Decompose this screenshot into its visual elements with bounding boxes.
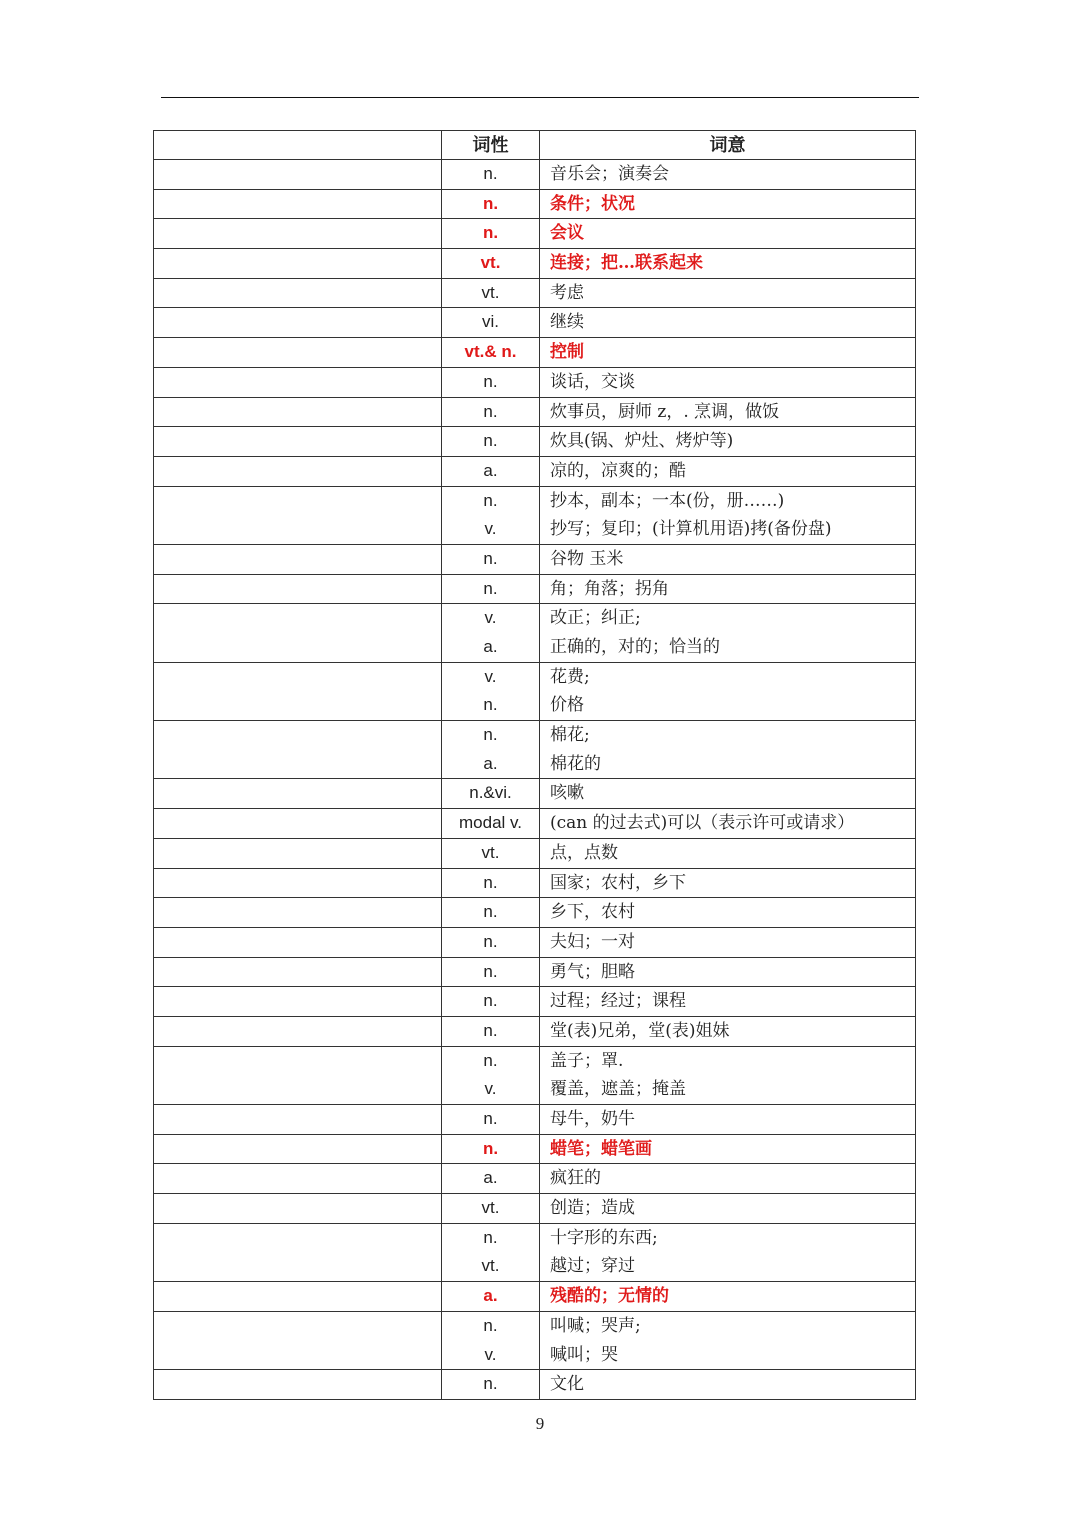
word-line — [154, 604, 441, 633]
meaning-text: 夫妇；一对 — [550, 931, 635, 952]
part-of-speech-cell — [442, 1105, 540, 1135]
part-of-speech: n. — [483, 1020, 498, 1040]
word-line — [154, 691, 441, 720]
meaning-cell — [540, 367, 916, 397]
word-line — [154, 869, 441, 898]
table-row — [154, 189, 916, 219]
part-of-speech: vt. — [481, 1198, 500, 1218]
meaning-cell — [540, 308, 916, 338]
meaning-cell — [540, 278, 916, 308]
part-of-speech: n. — [483, 1227, 498, 1247]
part-of-speech-cell — [442, 427, 540, 457]
meaning-cell — [540, 1016, 916, 1046]
part-of-speech: n.&vi. — [469, 783, 512, 803]
meaning-text: 继续 — [550, 312, 584, 333]
meaning-text: 抄写；复印；(计算机用语)拷(备份盘) — [550, 519, 832, 540]
meaning-text: 改正；纠正; — [550, 608, 641, 629]
table-row — [154, 397, 916, 427]
table-row — [154, 338, 916, 368]
meaning-text: 疯狂的 — [550, 1168, 601, 1189]
part-of-speech: a. — [483, 1168, 498, 1188]
meaning-cell — [540, 604, 916, 662]
part-of-speech: a. — [483, 637, 498, 656]
meaning-text: 炊具(锅、炉灶、烤炉等) — [550, 431, 734, 452]
meaning-text: 勇气；胆略 — [550, 961, 635, 982]
part-of-speech-cell — [442, 278, 540, 308]
word-line — [154, 928, 441, 957]
word-line — [154, 457, 441, 486]
table-row — [154, 574, 916, 604]
table-body — [154, 160, 916, 1400]
table-row — [154, 278, 916, 308]
part-of-speech: vt. — [480, 253, 501, 273]
word-line — [154, 279, 441, 308]
word-line — [154, 809, 441, 838]
part-of-speech-cell — [442, 160, 540, 190]
meaning-text: 抄本，副本；一本(份，册……) — [550, 490, 785, 511]
word-line — [154, 1282, 441, 1311]
header-rule — [161, 97, 919, 98]
table-row — [154, 987, 916, 1017]
meaning-cell — [540, 1164, 916, 1194]
part-of-speech-cell — [442, 219, 540, 249]
part-of-speech: n. — [483, 164, 498, 183]
part-of-speech: n. — [483, 490, 498, 510]
meaning-cell — [540, 898, 916, 928]
meaning-text: 点，点数 — [550, 842, 618, 863]
part-of-speech: a. — [483, 753, 498, 773]
part-of-speech-cell — [442, 1134, 540, 1164]
meaning-text: 乡下，农村 — [550, 902, 635, 923]
word-cell — [154, 308, 442, 338]
part-of-speech-cell — [442, 397, 540, 427]
word-line — [154, 487, 441, 516]
word-line — [154, 1135, 441, 1164]
meaning-text: 越过；穿过 — [550, 1256, 635, 1277]
meaning-text: 母牛，奶牛 — [550, 1109, 635, 1129]
meaning-text: 覆盖，遮盖；掩盖 — [550, 1079, 686, 1100]
part-of-speech-cell — [442, 779, 540, 809]
word-line — [154, 575, 441, 604]
word-line — [154, 1312, 441, 1341]
meaning-cell — [540, 1282, 916, 1312]
meaning-text: 会议 — [550, 223, 584, 244]
part-of-speech: v. — [484, 1079, 497, 1099]
word-line — [154, 663, 441, 692]
word-cell — [154, 456, 442, 486]
meaning-text: 价格 — [550, 695, 584, 716]
meaning-cell — [540, 957, 916, 987]
word-cell — [154, 1311, 442, 1369]
word-line — [154, 750, 441, 779]
word-cell — [154, 278, 442, 308]
word-line — [154, 190, 441, 219]
part-of-speech: n. — [483, 1374, 498, 1394]
word-cell — [154, 1046, 442, 1104]
meaning-cell — [540, 189, 916, 219]
word-line — [154, 219, 441, 248]
part-of-speech: n. — [483, 902, 498, 922]
word-cell — [154, 249, 442, 279]
table-row — [154, 721, 916, 779]
table-row — [154, 1016, 916, 1046]
word-line — [154, 1017, 441, 1046]
meaning-text: 花费; — [550, 666, 590, 687]
meaning-cell — [540, 838, 916, 868]
part-of-speech: n. — [483, 931, 498, 951]
meaning-text: 盖子；罩. — [550, 1050, 624, 1071]
part-of-speech: vt. — [481, 282, 500, 302]
part-of-speech: n. — [483, 431, 498, 451]
table-row — [154, 1046, 916, 1104]
word-line — [154, 633, 441, 662]
part-of-speech: modal v. — [459, 813, 522, 833]
meaning-text: 国家；农村，乡下 — [550, 872, 686, 893]
meaning-text: 咳嗽 — [550, 783, 584, 804]
word-line — [154, 1047, 441, 1076]
table-row — [154, 456, 916, 486]
table-row — [154, 1105, 916, 1135]
word-cell — [154, 1105, 442, 1135]
word-line — [154, 839, 441, 868]
part-of-speech: n. — [483, 1315, 498, 1335]
part-of-speech: n. — [483, 725, 498, 745]
table-row — [154, 838, 916, 868]
header-part-of-speech: 词性 — [442, 131, 540, 160]
meaning-cell — [540, 574, 916, 604]
word-cell — [154, 1016, 442, 1046]
meaning-text: 连接；把…联系起来 — [550, 253, 703, 274]
word-line — [154, 721, 441, 750]
part-of-speech: a. — [483, 460, 498, 480]
part-of-speech: v. — [484, 608, 497, 628]
meaning-cell — [540, 338, 916, 368]
part-of-speech: n. — [482, 193, 499, 213]
word-line — [154, 427, 441, 456]
word-line — [154, 1252, 441, 1281]
meaning-cell — [540, 1370, 916, 1400]
part-of-speech-cell — [442, 957, 540, 987]
word-cell — [154, 397, 442, 427]
word-line — [154, 249, 441, 278]
table-row — [154, 604, 916, 662]
word-line — [154, 958, 441, 987]
meaning-text: 创造；造成 — [550, 1198, 635, 1219]
page-number: 9 — [535, 1414, 545, 1433]
table-header-row — [154, 131, 916, 160]
part-of-speech-cell — [442, 1046, 540, 1104]
word-cell — [154, 1370, 442, 1400]
part-of-speech-cell — [442, 927, 540, 957]
meaning-cell — [540, 1311, 916, 1369]
table-row — [154, 1194, 916, 1224]
word-line — [154, 1341, 441, 1370]
word-cell — [154, 957, 442, 987]
word-cell — [154, 987, 442, 1017]
table-row — [154, 868, 916, 898]
part-of-speech: n. — [483, 1109, 498, 1128]
part-of-speech-cell — [442, 456, 540, 486]
meaning-text: 喊叫；哭 — [550, 1344, 618, 1365]
word-cell — [154, 779, 442, 809]
table-row — [154, 367, 916, 397]
meaning-text: 叫喊；哭声; — [550, 1315, 641, 1336]
meaning-text: 棉花的 — [550, 753, 601, 774]
table-row — [154, 1164, 916, 1194]
part-of-speech-cell — [442, 1282, 540, 1312]
part-of-speech-cell — [442, 662, 540, 720]
word-cell — [154, 1223, 442, 1281]
word-line — [154, 1105, 441, 1134]
word-cell — [154, 1164, 442, 1194]
meaning-cell — [540, 397, 916, 427]
table-row — [154, 1370, 916, 1400]
meaning-cell — [540, 779, 916, 809]
part-of-speech: v. — [484, 1344, 497, 1364]
table-row — [154, 809, 916, 839]
part-of-speech-cell — [442, 544, 540, 574]
word-line — [154, 1370, 441, 1399]
word-line — [154, 1075, 441, 1104]
word-line — [154, 308, 441, 337]
meaning-cell — [540, 427, 916, 457]
table-row — [154, 427, 916, 457]
word-line — [154, 987, 441, 1016]
meaning-text: 堂(表)兄弟，堂(表)姐妹 — [550, 1020, 730, 1041]
word-line — [154, 779, 441, 808]
meaning-cell — [540, 486, 916, 544]
part-of-speech-cell — [442, 1016, 540, 1046]
word-cell — [154, 219, 442, 249]
part-of-speech: vt.& n. — [464, 342, 517, 362]
word-line — [154, 545, 441, 574]
word-cell — [154, 662, 442, 720]
meaning-text: 炊事员，厨师 z，. 烹调，做饭 — [550, 401, 780, 422]
table-row — [154, 1282, 916, 1312]
part-of-speech-cell — [442, 1311, 540, 1369]
part-of-speech: n. — [483, 548, 498, 568]
part-of-speech-cell — [442, 367, 540, 397]
word-line — [154, 1194, 441, 1223]
part-of-speech-cell — [442, 987, 540, 1017]
part-of-speech: n. — [483, 961, 498, 981]
header-word — [154, 131, 442, 160]
meaning-cell — [540, 544, 916, 574]
meaning-text: 十字形的东西; — [550, 1227, 658, 1248]
table-row — [154, 249, 916, 279]
meaning-text: 凉的，凉爽的；酷 — [550, 460, 686, 481]
meaning-cell — [540, 927, 916, 957]
meaning-cell — [540, 1105, 916, 1135]
meaning-cell — [540, 1134, 916, 1164]
part-of-speech: a. — [483, 1286, 498, 1306]
meaning-text: (can 的过去式)可以（表示许可或请求） — [550, 813, 855, 834]
word-line — [154, 368, 441, 397]
word-cell — [154, 927, 442, 957]
word-line — [154, 398, 441, 427]
part-of-speech-cell — [442, 1223, 540, 1281]
table-row — [154, 219, 916, 249]
meaning-cell — [540, 219, 916, 249]
meaning-text: 蜡笔；蜡笔画 — [550, 1138, 652, 1159]
word-cell — [154, 898, 442, 928]
meaning-cell — [540, 1223, 916, 1281]
part-of-speech: n. — [483, 578, 498, 598]
word-line — [154, 898, 441, 927]
meaning-text: 残酷的；无情的 — [550, 1286, 669, 1307]
part-of-speech: vi. — [482, 312, 499, 332]
word-cell — [154, 189, 442, 219]
meaning-cell — [540, 1194, 916, 1224]
part-of-speech: n. — [483, 1050, 498, 1070]
word-cell — [154, 486, 442, 544]
table-row — [154, 1311, 916, 1369]
word-cell — [154, 604, 442, 662]
part-of-speech: n. — [483, 991, 498, 1011]
part-of-speech-cell — [442, 1370, 540, 1400]
meaning-cell — [540, 249, 916, 279]
part-of-speech: vt. — [481, 842, 500, 862]
meaning-cell — [540, 160, 916, 190]
word-cell — [154, 721, 442, 779]
meaning-cell — [540, 809, 916, 839]
word-line — [154, 515, 441, 544]
part-of-speech: n. — [483, 371, 498, 391]
table-row — [154, 308, 916, 338]
table-row — [154, 544, 916, 574]
part-of-speech-cell — [442, 721, 540, 779]
word-line — [154, 160, 441, 189]
part-of-speech: n. — [483, 872, 498, 892]
meaning-cell — [540, 987, 916, 1017]
meaning-text: 谈话，交谈 — [550, 371, 635, 392]
meaning-cell — [540, 662, 916, 720]
part-of-speech-cell — [442, 838, 540, 868]
table-row — [154, 486, 916, 544]
meaning-cell — [540, 868, 916, 898]
meaning-text: 条件；状况 — [550, 193, 635, 214]
part-of-speech: v. — [484, 519, 497, 539]
word-cell — [154, 1282, 442, 1312]
part-of-speech: n. — [483, 401, 498, 421]
word-cell — [154, 338, 442, 368]
part-of-speech-cell — [442, 809, 540, 839]
meaning-text: 控制 — [550, 342, 584, 363]
part-of-speech: vt. — [481, 1256, 500, 1276]
word-line — [154, 1164, 441, 1193]
table-row — [154, 160, 916, 190]
part-of-speech: n. — [483, 695, 498, 715]
part-of-speech-cell — [442, 338, 540, 368]
meaning-text: 过程；经过；课程 — [550, 991, 686, 1012]
part-of-speech-cell — [442, 898, 540, 928]
word-cell — [154, 544, 442, 574]
part-of-speech: n. — [482, 223, 499, 243]
word-cell — [154, 160, 442, 190]
part-of-speech-cell — [442, 189, 540, 219]
meaning-text: 棉花; — [550, 725, 590, 746]
meaning-text: 正确的，对的；恰当的 — [550, 637, 720, 657]
table-row — [154, 779, 916, 809]
word-cell — [154, 809, 442, 839]
meaning-text: 文化 — [550, 1374, 584, 1395]
part-of-speech-cell — [442, 1164, 540, 1194]
meaning-cell — [540, 721, 916, 779]
header-meaning: 词意 — [540, 131, 916, 160]
part-of-speech-cell — [442, 308, 540, 338]
part-of-speech-cell — [442, 486, 540, 544]
word-cell — [154, 868, 442, 898]
word-cell — [154, 1194, 442, 1224]
word-cell — [154, 1134, 442, 1164]
table-row — [154, 1223, 916, 1281]
table-row — [154, 662, 916, 720]
meaning-cell — [540, 1046, 916, 1104]
word-cell — [154, 427, 442, 457]
table-row — [154, 927, 916, 957]
table-row — [154, 898, 916, 928]
meaning-text: 考虑 — [550, 282, 584, 303]
part-of-speech: v. — [484, 666, 497, 686]
word-line — [154, 1224, 441, 1253]
table-row — [154, 1134, 916, 1164]
part-of-speech-cell — [442, 574, 540, 604]
part-of-speech-cell — [442, 249, 540, 279]
word-cell — [154, 367, 442, 397]
meaning-cell — [540, 456, 916, 486]
table-row — [154, 957, 916, 987]
word-cell — [154, 838, 442, 868]
meaning-text: 角；角落；拐角 — [550, 578, 669, 599]
part-of-speech: n. — [482, 1138, 499, 1158]
meaning-text: 谷物 玉米 — [550, 548, 624, 569]
part-of-speech-cell — [442, 1194, 540, 1224]
word-cell — [154, 574, 442, 604]
part-of-speech-cell — [442, 604, 540, 662]
word-line — [154, 338, 441, 367]
vocabulary-table — [153, 130, 916, 1400]
part-of-speech-cell — [442, 868, 540, 898]
meaning-text: 音乐会；演奏会 — [550, 164, 669, 184]
